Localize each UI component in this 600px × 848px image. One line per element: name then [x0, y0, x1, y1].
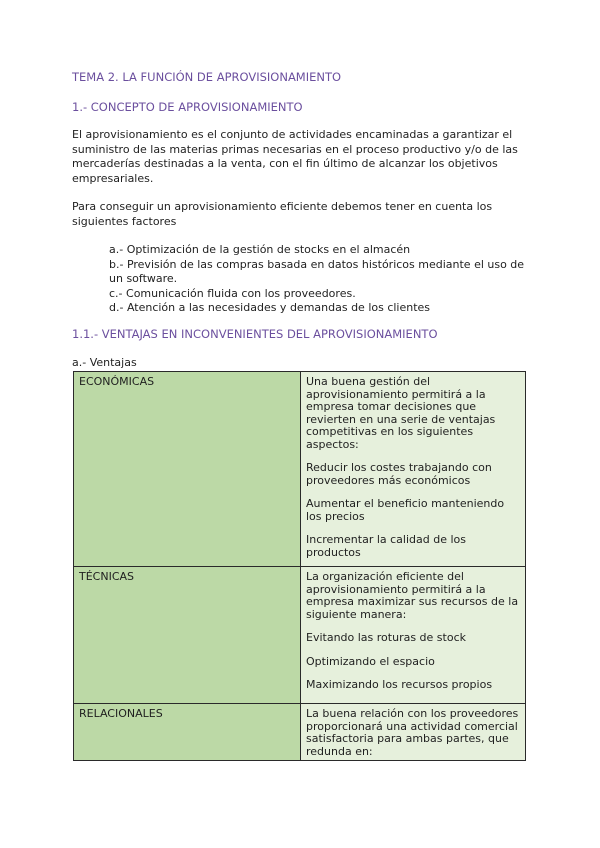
row-key: RELACIONALES	[79, 707, 163, 720]
row-key: TÉCNICAS	[79, 570, 135, 583]
section-heading-advantages: 1.1.- VENTAJAS EN INCONVENIENTES DEL APROVISIONAMIENTO	[72, 327, 438, 341]
cell-paragraph: Evitando las roturas de stock	[306, 631, 466, 644]
cell-paragraph: La organización eficiente del aprovisionamiento permitirá a la empresa maximizar sus recursos de la siguiente manera:	[306, 570, 519, 621]
advantages-table	[73, 371, 526, 761]
row-key-cell	[74, 567, 301, 704]
cell-paragraph: Maximizando los recursos propios	[306, 678, 493, 691]
list-item: a.- Optimización de la gestión de stocks en el almacén	[109, 243, 411, 256]
paragraph-definition: El aprovisionamiento es el conjunto de actividades encaminadas a garantizar el suministro de las materias primas necesarias en el proceso productivo y/o de las mercaderías destinadas a la venta, con el fin último de alcanzar los objetivos empresariales.	[72, 128, 518, 185]
row-value-cell	[301, 567, 526, 704]
table-row	[74, 567, 526, 704]
factors-list	[109, 243, 529, 316]
table-row	[74, 704, 526, 761]
table-caption: a.- Ventajas	[72, 356, 137, 369]
row-key-cell	[74, 704, 301, 761]
cell-paragraph: Optimizando el espacio	[306, 654, 435, 668]
cell-paragraph: Aumentar el beneficio manteniendo los precios	[306, 497, 505, 523]
table-row	[74, 372, 526, 567]
cell-paragraph: Incrementar la calidad de los productos	[306, 533, 466, 559]
document-title: TEMA 2. LA FUNCIÓN DE APROVISIONAMIENTO	[72, 70, 342, 84]
row-key-cell	[74, 372, 301, 567]
paragraph-factors-intro: Para conseguir un aprovisionamiento eficiente debemos tener en cuenta los siguientes factores	[72, 200, 493, 228]
section-heading-concept: 1.- CONCEPTO DE APROVISIONAMIENTO	[72, 100, 303, 114]
list-item: d.- Atención a las necesidades y demandas de los clientes	[109, 301, 431, 314]
cell-paragraph: La buena relación con los proveedores proporcionará una actividad comercial satisfactoria para ambas partes, que redunda en:	[306, 707, 519, 758]
list-item: c.- Comunicación fluida con los proveedores.	[109, 286, 356, 300]
row-value-cell	[301, 372, 526, 567]
list-item: b.- Previsión de las compras basada en datos históricos mediante el uso de un software.	[109, 257, 525, 285]
cell-paragraph: Reducir los costes trabajando con proveedores más económicos	[306, 461, 492, 487]
cell-paragraph: Una buena gestión del aprovisionamiento permitirá a la empresa tomar decisiones que revierten en una serie de ventajas competitivas en los siguientes aspectos:	[306, 375, 496, 451]
row-value-cell	[301, 704, 526, 761]
row-key: ECONÓMICAS	[79, 375, 155, 388]
